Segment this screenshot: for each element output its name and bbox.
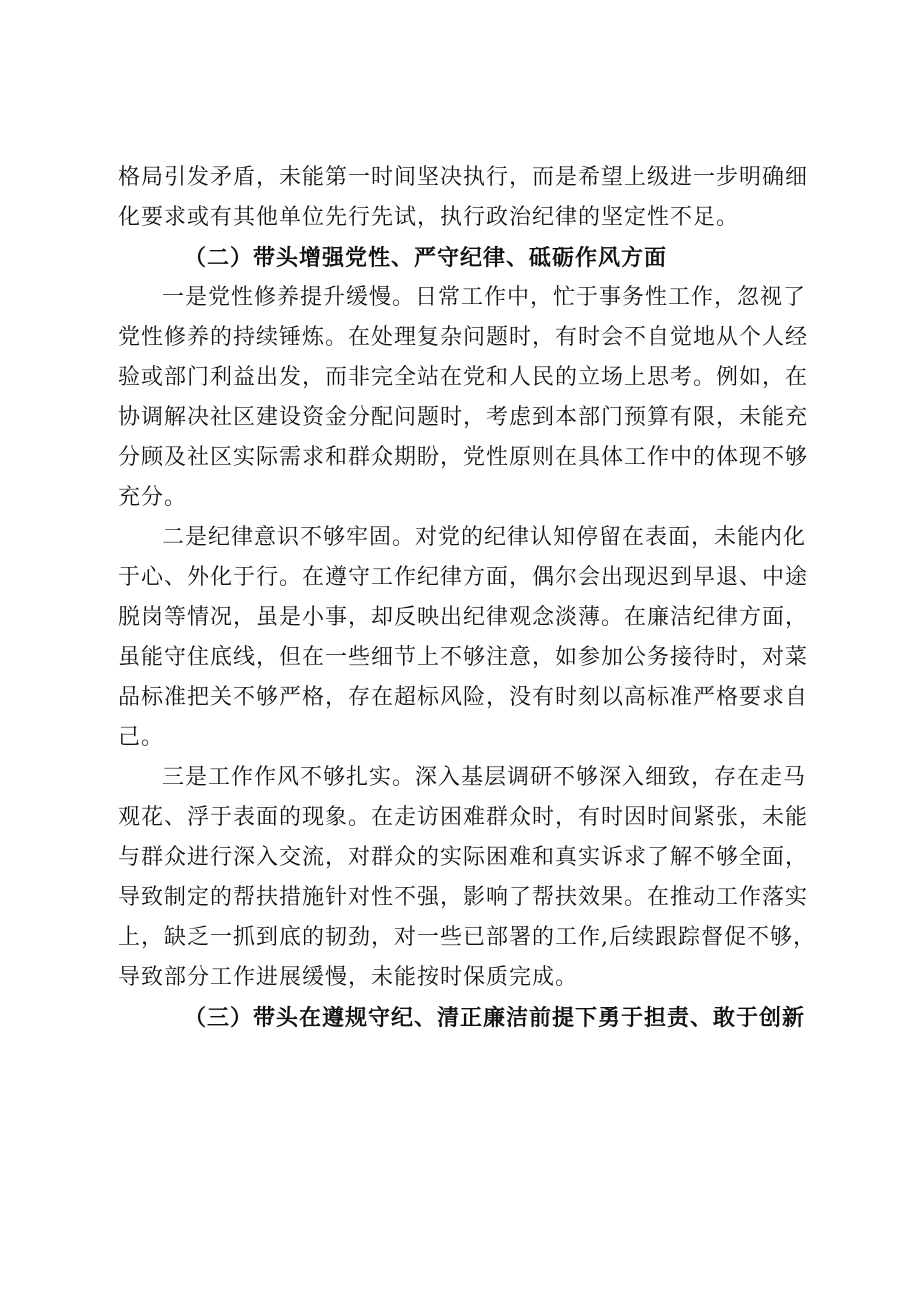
text-line: 协调解决社区建设资金分配问题时，考虑到本部门预算有限，未能充: [118, 405, 809, 430]
heading-text: （二）带头增强党性、严守纪律、砥砺作风方面: [184, 245, 668, 271]
heading-text: （三）带头在遵规守纪、清正廉洁前提下勇于担责、敢于创新: [184, 1005, 806, 1031]
text-line: 二是纪律意识不够牢固。对党的纪律认知停留在表面，未能内化: [162, 525, 807, 550]
document-body: [118, 158, 816, 1038]
text-line: 验或部门利益出发，而非完全站在党和人民的立场上思考。例如，在: [118, 365, 809, 390]
text-line: 品标准把关不够严格，存在超标风险，没有时刻以高标准严格要求自: [118, 685, 809, 710]
text-line: 观花、浮于表面的现象。在走访困难群众时，有时因时间紧张，未能: [118, 805, 809, 830]
text-line: 党性修养的持续锤炼。在处理复杂问题时，有时会不自觉地从个人经: [118, 325, 809, 350]
text-line: 上，缺乏一抓到底的韧劲，对一些已部署的工作,后续跟踪督促不够，: [118, 925, 816, 950]
text-line: 格局引发矛盾，未能第一时间坚决执行，而是希望上级进一步明确细: [118, 165, 809, 190]
text-line: 化要求或有其他单位先行先试，执行政治纪律的坚定性不足。: [118, 205, 740, 230]
text-line: 虽能守住底线，但在一些细节上不够注意，如参加公务接待时，对菜: [118, 645, 809, 670]
text-line: 脱岗等情况，虽是小事，却反映出纪律观念淡薄。在廉洁纪律方面，: [118, 605, 809, 630]
paragraph-work-style: [118, 758, 816, 998]
section-heading-3: [118, 998, 808, 1038]
text-line: 导致部分工作进展缓慢，未能按时保质完成。: [118, 965, 579, 990]
paragraph-party-spirit: [118, 278, 808, 518]
text-line: 分顾及社区实际需求和群众期盼，党性原则在具体工作中的体现不够: [118, 445, 809, 470]
paragraph-discipline: [118, 518, 808, 758]
text-line: 于心、外化于行。在遵守工作纪律方面，偶尔会出现迟到早退、中途: [118, 565, 809, 590]
text-line: 三是工作作风不够扎实。深入基层调研不够深入细致，存在走马: [162, 765, 807, 790]
section-heading-2: [118, 238, 808, 278]
text-line: 导致制定的帮扶措施针对性不强，影响了帮扶效果。在推动工作落实: [118, 885, 809, 910]
paragraph-continuation: [118, 158, 808, 238]
text-line: 一是党性修养提升缓慢。日常工作中，忙于事务性工作，忽视了: [162, 285, 807, 310]
text-line: 充分。: [118, 485, 188, 510]
text-line: 与群众进行深入交流，对群众的实际困难和真实诉求了解不够全面，: [118, 845, 809, 870]
text-line: 己。: [118, 725, 165, 750]
